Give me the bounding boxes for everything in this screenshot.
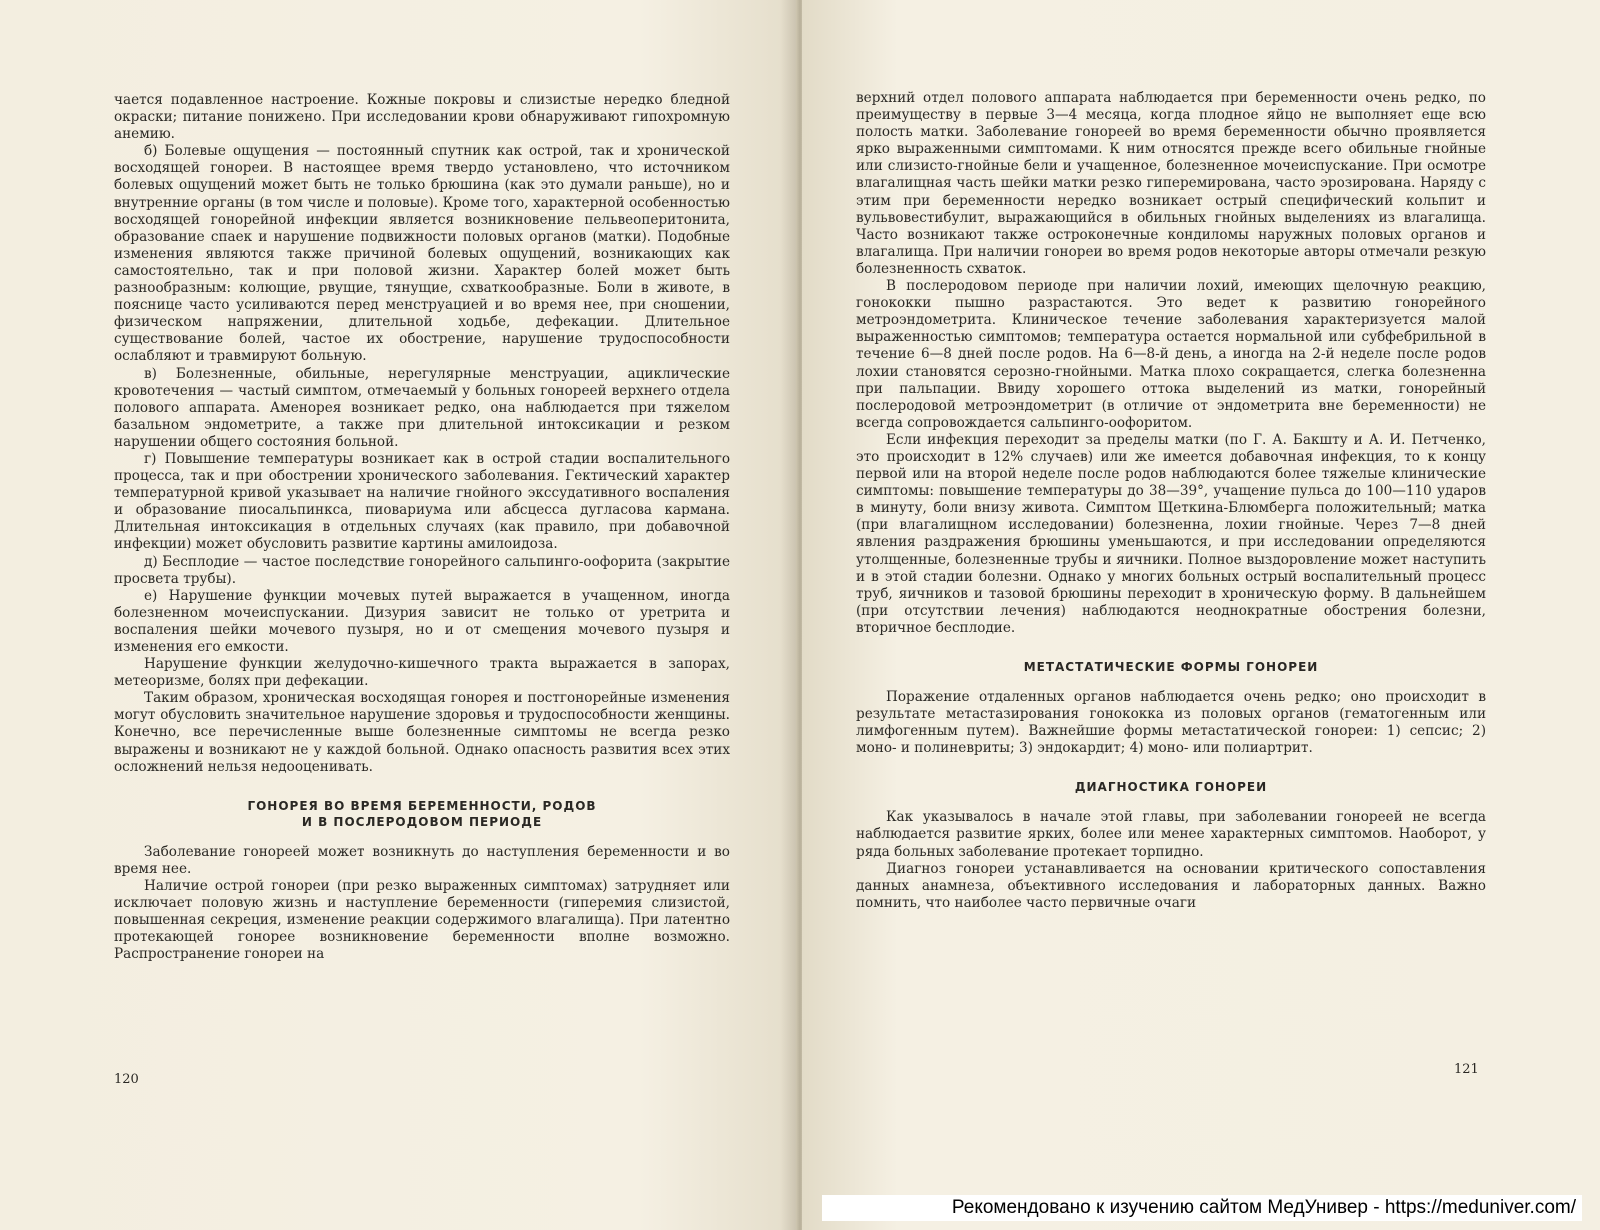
heading-line: И В ПОСЛЕРОДОВОМ ПЕРИОДЕ: [301, 814, 543, 829]
section-heading-diagnosis: ДИАГНОСТИКА ГОНОРЕИ: [1074, 780, 1268, 795]
paragraph: В послеродовом периоде при наличии лохий, имеющих щелочную реакцию, гонококки пышно разрастаются. Это ведет к развитию гонорейного метроэндометрита. Клиническое течение заболевания характеризуется малой выраженностью симптомов; температура остается нормальной или субфебрильной в течение 6—8 дней после родов. На 6—8-й день, а иногда на 2-й неделе после родов лохии становятся серозно-гнойными. Матка плохо сокращается, слегка болезненна при пальпации. Ввиду хорошего оттока выделений из матки, гонорейный послеродовой метроэндометрит (в отличие от эндометрита вне беременности) не всегда сопровождается сальпинго-оофоритом.: [856, 278, 1486, 431]
right-page: [802, 0, 1600, 1230]
paragraph: г) Повышение температуры возникает как в острой стадии воспалительного процесса, так и при обострении хронического заболевания. Гектический характер температурной кривой указывает на наличие гнойного экссудативного воспаления и образование пиосальпинкса, пиовариума или абсцесса дугласова кармана. Длительная интоксикация в отдельных случаях (как правило, при добавочной инфекции) может обусловить развитие картины амилоидоза.: [114, 450, 730, 553]
paragraph: Заболевание гонореей может возникнуть до наступления беременности и во время нее.: [114, 843, 730, 877]
section-heading-pregnancy: [114, 798, 730, 830]
paragraph: д) Бесплодие — частое последствие гонорейного сальпинго-оофорита (закрытие просвета трубы).: [114, 553, 730, 587]
left-page: [0, 0, 798, 1230]
paragraph: б) Болевые ощущения — постоянный спутник как острой, так и хронической восходящей гонореи. В настоящее время твердо установлено, что источником болевых ощущений может быть не только брюшина (как это думали раньше), но и внутренние органы (в том числе и половые). Кроме того, характерной особенностью восходящей гонорейной инфекции является возникновение пельвеоперитонита, образование спаек и нарушение подвижности половых органов (матки). Подобные изменения являются также причиной болевых ощущений, возникающих как самостоятельно, так и при половой жизни. Характер болей может быть разнообразным: колющие, рвущие, тянущие, схваткообразные. Боли в животе, в пояснице часто усиливаются перед менструацией и во время нее, при сношении, физическом напряжении, длительной ходьбе, дефекации. Длительное существование болей, частое их обострение, нарушение трудоспособности ослабляют и травмируют больную.: [114, 143, 730, 365]
paragraph: Если инфекция переходит за пределы матки (по Г. А. Бакшту и А. И. Петченко, это происходит в 12% случаев) или же имеется добавочная инфекция, то к концу первой или на второй неделе после родов наблюдаются более тяжелые клинические симптомы: повышение температуры до 38—39°, учащение пульса до 100—110 ударов в минуту, боли внизу живота. Симптом Щеткина-Блюмберга положительный; матка (при влагалищном исследовании) болезненна, лохии гнойные. Через 7—8 дней явления раздражения брюшины уменьшаются, и при исследовании определяются утолщенные, болезненные трубы и яичники. Полное выздоровление может наступить и в этой стадии болезни. Однако у многих больных острый воспалительный процесс труб, яичников и тазовой брюшины переходит в хроническую форму. В дальнейшем (при отсутствии лечения) наблюдаются неоднократные обострения болезни, вторичное бесплодие.: [856, 431, 1486, 636]
paragraph: чается подавленное настроение. Кожные покровы и слизистые нередко бледной окраски; питание понижено. При исследовании крови обнаруживают гипохромную анемию.: [114, 92, 730, 143]
paragraph: Поражение отдаленных органов наблюдается очень редко; оно происходит в результате метастазирования гонококка из половых органов (гематогенным или лимфогенным путем). Важнейшие формы метастатической гонореи: 1) сепсис; 2) моно- и полиневриты; 3) эндокардит; 4) моно- или полиартрит.: [856, 689, 1486, 757]
page-number: 121: [1454, 1062, 1479, 1077]
paragraph: Как указывалось в начале этой главы, при заболевании гонореей не всегда наблюдается развитие ярких, более или менее характерных симптомов. Наоборот, у ряда больных заболевание протекает торпидно.: [856, 809, 1486, 860]
paragraph: Таким образом, хроническая восходящая гонорея и постгонорейные изменения могут обусловить значительное нарушение здоровья и трудоспособности женщины. Конечно, все перечисленные выше болезненные симптомы не всегда резко выражены и возникают не у каждой больной. Однако опасность развития всех этих осложнений нельзя недооценивать.: [114, 690, 730, 775]
section-heading-metastatic: МЕТАСТАТИЧЕСКИЕ ФОРМЫ ГОНОРЕИ: [1023, 660, 1319, 674]
right-text-column: [856, 90, 1486, 912]
watermark-link[interactable]: Рекомендовано к изучению сайтом МедУнивер - https://meduniver.com/: [822, 1195, 1582, 1221]
paragraph: Нарушение функции желудочно-кишечного тракта выражается в запорах, метеоризме, болях при дефекации.: [114, 656, 730, 690]
left-text-column: [114, 92, 730, 963]
paragraph: е) Нарушение функции мочевых путей выражается в учащенном, иногда болезненном мочеиспускании. Дизурия зависит не только от уретрита и воспаления шейки мочевого пузыря, но и от смещения мочевого пузыря и изменения его емкости.: [114, 587, 730, 655]
paragraph: в) Болезненные, обильные, нерегулярные менструации, ациклические кровотечения — частый симптом, отмечаемый у больных гонореей верхнего отдела полового аппарата. Аменорея возникает редко, она наблюдается при тяжелом базальном эндометрите, а также при длительной интоксикации и резком нарушении общего состояния больной.: [114, 365, 730, 450]
paragraph: Диагноз гонореи устанавливается на основании критического сопоставления данных анамнеза, объективного исследования и лабораторных данных. Важно помнить, что наиболее часто первичные очаги: [856, 860, 1486, 911]
page-number: 120: [114, 1072, 139, 1087]
heading-line: ГОНОРЕЯ ВО ВРЕМЯ БЕРЕМЕННОСТИ, РОДОВ: [247, 798, 597, 813]
paragraph: Наличие острой гонореи (при резко выраженных симптомах) затрудняет или исключает половую жизнь и наступление беременности (гиперемия слизистой, повышенная секреция, изменение реакции содержимого влагалища). При латентно протекающей гонорее возникновение беременности вполне возможно. Распространение гонореи на: [114, 877, 730, 963]
paragraph: верхний отдел полового аппарата наблюдается при беременности очень редко, по преимуществу в первые 3—4 месяца, когда плодное яйцо не выполняет еще всю полость матки. Заболевание гонореей во время беременности обычно проявляется ярко выраженными симптомами. К ним относятся прежде всего обильные гнойные или слизисто-гнойные бели и учащенное, болезненное мочеиспускание. При осмотре влагалищная часть шейки матки резко гиперемирована, часто эрозирована. Наряду с этим при беременности нередко возникает острый специфический кольпит и вульвовестибулит, выражающийся в обильных гнойных выделениях из влагалища. Часто возникают также остроконечные кондиломы наружных половых органов и влагалища. При наличии гонореи во время родов некоторые авторы отмечали резкую болезненность схваток.: [856, 90, 1486, 277]
